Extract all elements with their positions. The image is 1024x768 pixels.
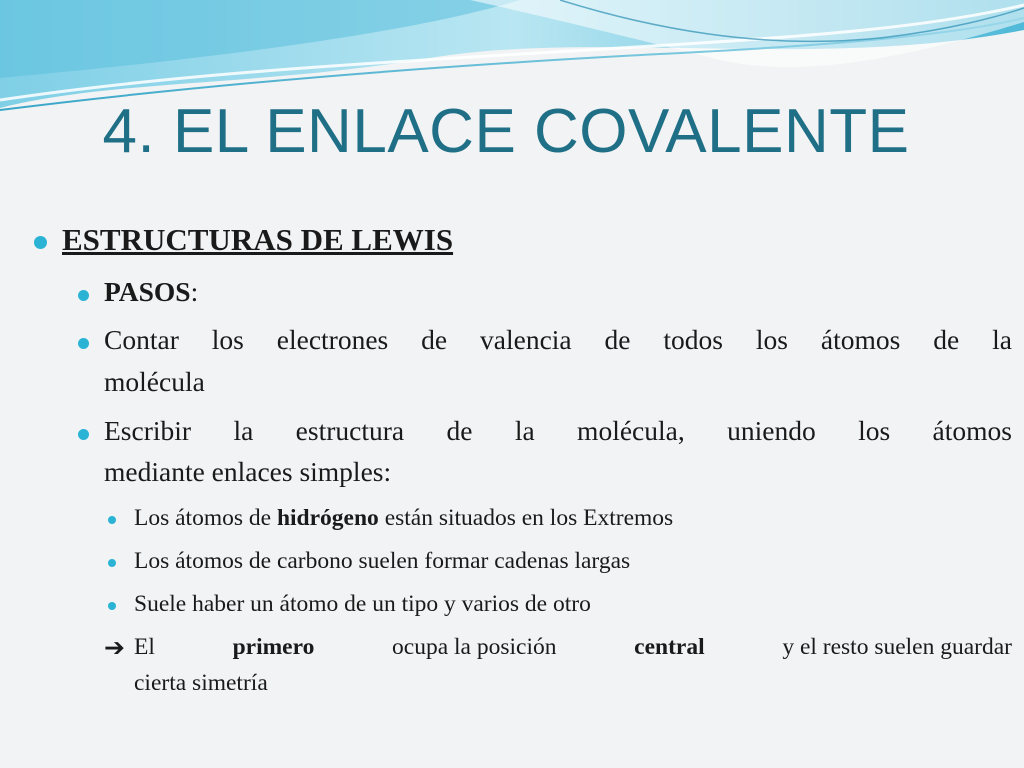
step1-line2: molécula bbox=[104, 366, 205, 397]
pasos-line bbox=[104, 276, 198, 308]
sub1-pre: Los átomos de bbox=[134, 505, 277, 531]
pasos-colon: : bbox=[190, 276, 199, 307]
bullet-dot-icon bbox=[78, 429, 89, 440]
slide-title: 4. EL ENLACE COVALENTE bbox=[102, 97, 910, 166]
note-primero: primero bbox=[232, 634, 315, 660]
pasos-label: PASOS bbox=[104, 276, 191, 307]
step2-line2: mediante enlaces simples: bbox=[104, 456, 392, 487]
sub-item-carbon: Los átomos de carbono suelen formar cadenas largas bbox=[134, 548, 631, 574]
step1-line1: Contar los electrones de valencia de todos los átomos de la bbox=[104, 324, 1012, 355]
note-line2: cierta simetría bbox=[134, 670, 268, 696]
note-rest: y el resto suelen guardar bbox=[782, 634, 1012, 660]
bullet-dot-icon bbox=[108, 602, 116, 610]
bullet-dot-icon bbox=[78, 290, 89, 301]
note-el: El bbox=[134, 634, 155, 660]
bullet-dot-icon bbox=[34, 236, 47, 249]
note-central: central bbox=[634, 634, 705, 660]
section-heading bbox=[62, 222, 453, 258]
sub-item-atom-types: Suele haber un átomo de un tipo y varios de otro bbox=[134, 591, 591, 617]
step2-line1: Escribir la estructura de la molécula, uniendo los átomos bbox=[104, 415, 1012, 446]
bullet-dot-icon bbox=[108, 559, 116, 567]
arrow-icon: ➔ bbox=[104, 633, 125, 662]
bullet-dot-icon bbox=[108, 516, 116, 524]
sub-item-hydrogen bbox=[134, 505, 673, 532]
sub1-post: están situados en los Extremos bbox=[378, 505, 674, 531]
note-line1 bbox=[134, 634, 1012, 661]
note-ocupa: ocupa la posición bbox=[392, 634, 557, 660]
sub1-bold: hidrógeno bbox=[276, 505, 379, 531]
bullet-dot-icon bbox=[78, 338, 89, 349]
heading-text: ESTRUCTURAS DE LEWIS bbox=[62, 222, 454, 257]
